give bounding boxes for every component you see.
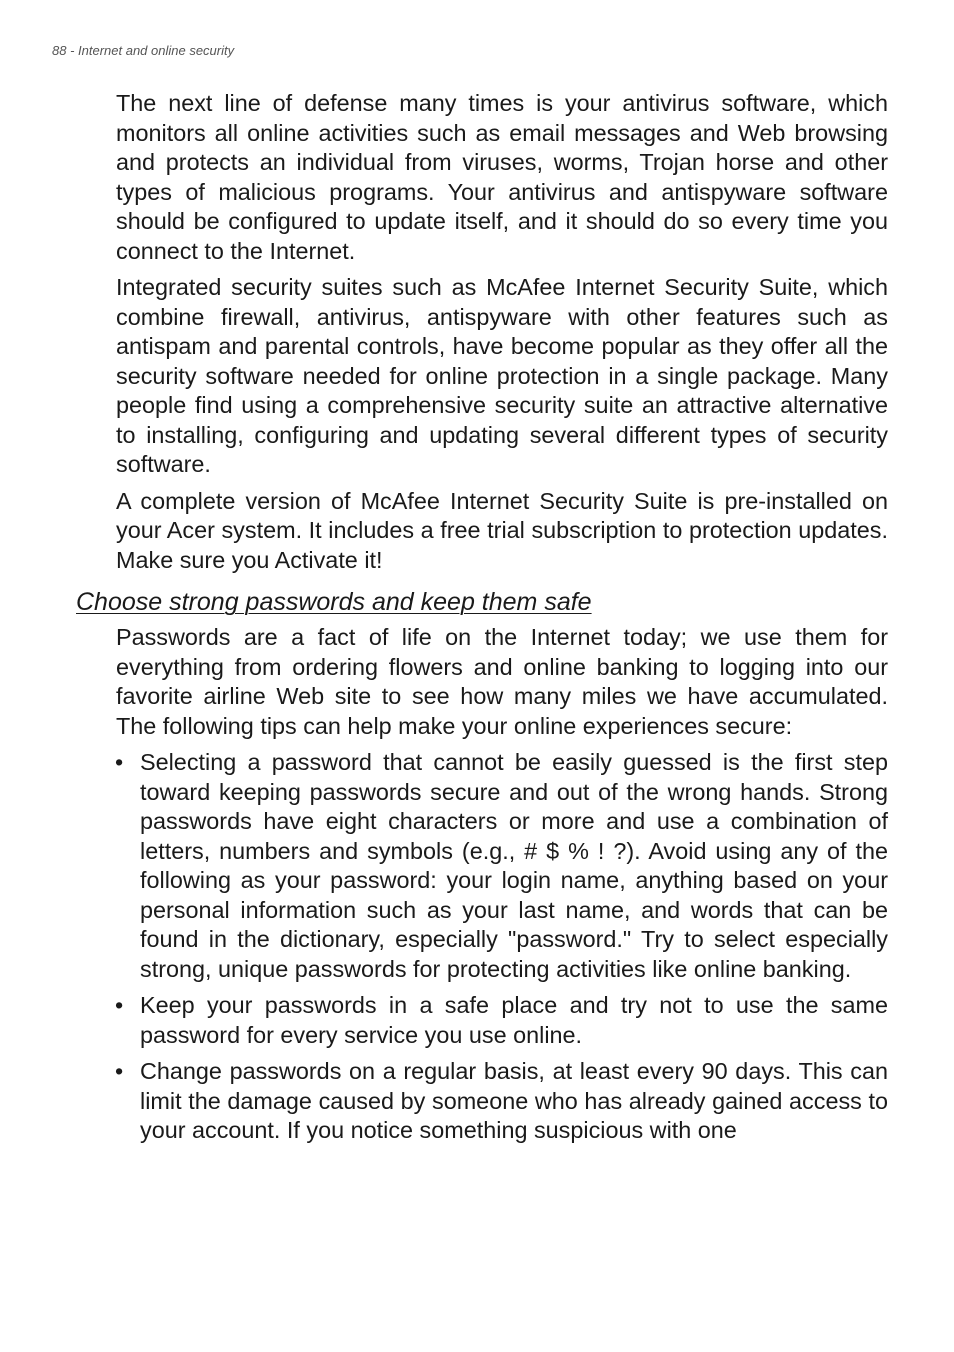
list-item	[115, 1057, 888, 1146]
bullet-icon: •	[115, 749, 124, 775]
section-heading-passwords: Choose strong passwords and keep them safe	[76, 588, 592, 616]
list-item-text: Keep your passwords in a safe place and try not to use the same password for every service you use online.	[140, 992, 888, 1048]
paragraph-mcafee-preinstalled: A complete version of McAfee Internet Security Suite is pre-installed on your Acer system. It includes a free trial subscription to protection updates. Make sure you Activate it!	[116, 487, 888, 573]
list-item-text: Change passwords on a regular basis, at least every 90 days. This can limit the damage caused by someone who has already gained access to your account. If you notice something suspicious with one	[140, 1058, 888, 1143]
paragraph-passwords-intro: Passwords are a fact of life on the Internet today; we use them for everything from ordering flowers and online banking to logging into our favorite airline Web site to see how many miles we have accumulated. The following tips can help make your online experiences secure:	[116, 624, 888, 739]
list-item	[115, 748, 888, 984]
bullet-icon: •	[115, 992, 124, 1018]
list-item-text: Selecting a password that cannot be easily guessed is the first step toward keeping passwords secure and out of the wrong hands. Strong passwords have eight characters or more and use a combination of letters, numbers and symbols (e.g., # $ % ! ?). Avoid using any of the following as your password: your login name, anything based on your personal information such as your last name, and words that can be found in the dictionary, especially "password." Try to select especially strong, unique passwords for protecting activities like online banking.	[140, 749, 888, 982]
paragraph-security-suites: Integrated security suites such as McAfee Internet Security Suite, which combine firewall, antivirus, antispyware with other features such as antispam and parental controls, have become popular as they offer all the security software needed for online protection in a single package. Many people find using a comprehensive security suite an attractive alternative to installing, configuring and updating several different types of security software.	[116, 274, 888, 477]
paragraph-antivirus: The next line of defense many times is your antivirus software, which monitors all online activities such as email messages and Web browsing and protects an individual from viruses, worms, Trojan horse and other types of malicious programs. Your antivirus and antispyware software should be configured to update itself, and it should do so every time you connect to the Internet.	[116, 90, 888, 264]
list-item	[115, 991, 888, 1050]
page-body	[0, 89, 954, 1153]
running-header: 88 - Internet and online security	[52, 43, 235, 58]
password-tips-list	[0, 748, 954, 1146]
bullet-icon: •	[115, 1058, 124, 1084]
